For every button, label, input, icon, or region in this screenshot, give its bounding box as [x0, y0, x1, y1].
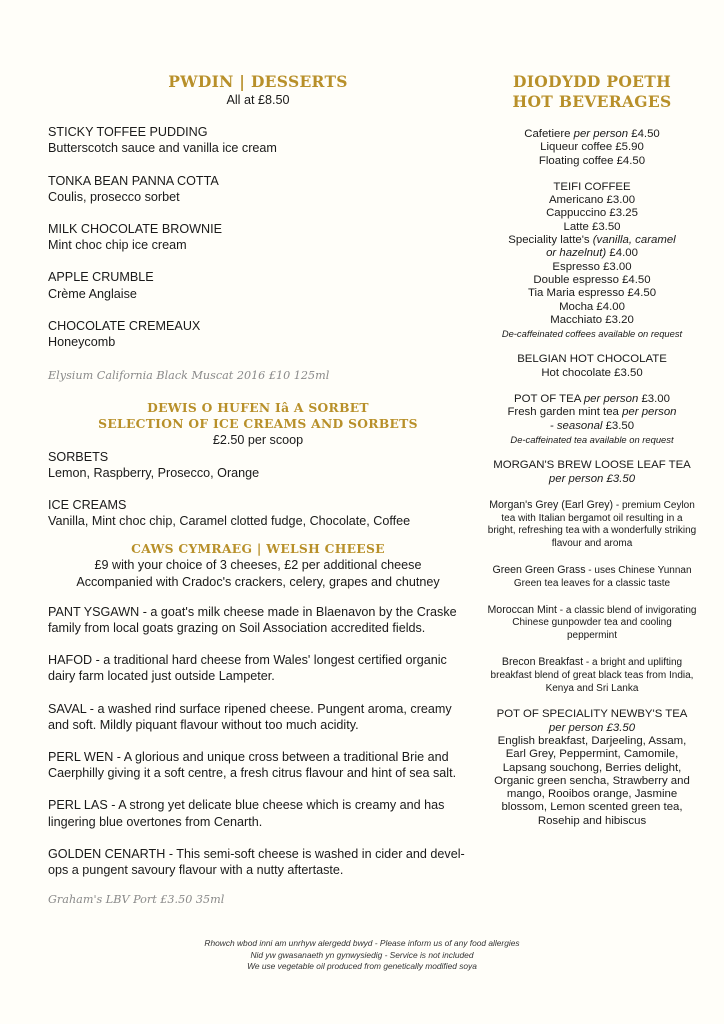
cheese-desc: - a goat's milk cheese made in Blaenavon by the Craske: [139, 604, 457, 619]
cheese-desc: - A strong yet delicate blue cheese which is creamy and has: [107, 798, 445, 813]
cheese-item: [48, 652, 468, 684]
cheese-desc: dairy farm located just outside Lampeter.: [48, 669, 275, 684]
dessert-name: CHOCOLATE CREMEAUX: [48, 318, 201, 333]
dessert-desc: Coulis, prosecco sorbet: [48, 189, 180, 204]
liqueur-coffee: Liqueur coffee £5.90: [540, 141, 644, 154]
dessert-desc: Butterscotch sauce and vanilla ice cream: [48, 141, 277, 156]
newby-block: [487, 708, 697, 828]
dessert-desc: Crème Anglaise: [48, 286, 137, 301]
dessert-desc: Honeycomb: [48, 335, 116, 350]
cheese-desc: Caerphilly giving it a soft centre, a fresh citrus flavour and hint of sea salt.: [48, 766, 457, 781]
soya-note: We use vegetable oil produced from genetically modified soya: [247, 961, 477, 971]
newby-list: English breakfast, Darjeeling, Assam, Earl Grey, Peppermint, Camomile, Lapsang souchong, Berries delight, Organic green sencha, Strawberry and mango, Rooibos orange, Jasmine blossom, Lemon scented green tea, Rosehip and hibiscus: [494, 734, 690, 827]
newby-price: per person £3.50: [548, 721, 636, 734]
cheese-desc: lingering blue overtones from Cenarth.: [48, 814, 263, 829]
cafetiere-price: £4.50: [628, 128, 660, 140]
chocolate-title: BELGIAN HOT CHOCOLATE: [517, 353, 667, 366]
dessert-name: TONKA BEAN PANNA COTTA: [48, 173, 219, 188]
macchiato: Macchiato £3.20: [550, 313, 634, 326]
dessert-name: APPLE CRUMBLE: [48, 270, 154, 285]
cheese-desc: family from local goats grazing on Soil Association accredited fields.: [48, 621, 426, 636]
beverages-heading-english: HOT BEVERAGES: [512, 92, 672, 111]
icecreams-title: ICE CREAMS: [48, 498, 127, 513]
cheese-name: HAFOD: [48, 653, 93, 668]
desserts-column: [48, 72, 468, 909]
cheese-desc: - a traditional hard cheese from Wales' longest certified organic: [92, 653, 447, 668]
cheese-desc: ops a pungent savoury flavour with a nutty aftertaste.: [48, 863, 344, 878]
cheese-name: PERL LAS: [48, 798, 108, 813]
tea-block: POT OF TEA per person £3.00 Fresh garden mint tea per person - seasonal £3.50 De-caffeinated tea available on request: [487, 393, 697, 446]
teifi-title: TEIFI COFFEE: [553, 180, 631, 193]
tea-item: Moroccan Mint - a classic blend of invigorating Chinese gunpowder tea and cooling peppermint: [487, 603, 697, 642]
double-espresso: Double espresso £4.50: [533, 273, 651, 286]
mint-tea: Fresh garden mint tea: [507, 406, 623, 419]
tea-item: Green Green Grass - uses Chinese Yunnan Green tea leaves for a classic taste: [492, 564, 692, 589]
floating-coffee: Floating coffee £4.50: [538, 154, 646, 167]
desserts-heading: PWDIN | DESSERTS: [168, 72, 348, 91]
cheese-desc: - A glorious and unique cross between a traditional Brie and: [113, 750, 449, 765]
dessert-wine: Elysium California Black Muscat 2016 £10 125ml: [48, 369, 330, 383]
cheese-item: [48, 701, 468, 733]
morgan-block: [487, 459, 697, 486]
cheese-accompaniment: Accompanied with Cradoc's crackers, celery, grapes and chutney: [76, 574, 440, 589]
decaf-coffee-note: De-caffeinated coffees available on request: [501, 328, 683, 340]
newby-title: POT OF SPECIALITY NEWBY'S TEA: [496, 708, 688, 721]
dessert-name: STICKY TOFFEE PUDDING: [48, 125, 208, 140]
pot-of-tea: POT OF TEA: [514, 393, 584, 406]
cappuccino: Cappuccino £3.25: [546, 207, 638, 220]
beverages-heading-welsh: DIODYDD POETH: [512, 72, 672, 91]
beverages-column: [487, 72, 697, 828]
teifi-block: [487, 181, 697, 341]
americano: Americano £3.00: [548, 194, 636, 207]
cheese-name: SAVAL: [48, 701, 87, 716]
mocha: Mocha £4.00: [559, 300, 625, 313]
chocolate-block: [487, 353, 697, 380]
cafetiere-label: Cafetiere: [524, 128, 574, 140]
allergy-note: Rhowch wbod inni am unrhyw alergedd bwyd - Please inform us of any food allergies: [204, 938, 520, 948]
dessert-item: [48, 173, 468, 205]
cheese-name: PANT YSGAWN: [48, 604, 140, 619]
coffee-block: [487, 128, 697, 168]
ice-heading-english: SELECTION OF ICE CREAMS AND SORBETS: [98, 416, 418, 432]
dessert-item: [48, 221, 468, 253]
chocolate-price: Hot chocolate £3.50: [541, 366, 643, 379]
cheese-item: [48, 749, 468, 781]
sorbets-title: SORBETS: [48, 449, 109, 464]
cheese-desc: and soft. Mildly piquant flavour without too much acidity.: [48, 717, 359, 732]
dessert-name: MILK CHOCOLATE BROWNIE: [48, 222, 222, 237]
ice-price: £2.50 per scoop: [212, 433, 304, 448]
dessert-item: [48, 318, 468, 350]
decaf-tea-note: De-caffeinated tea available on request: [510, 433, 674, 445]
dessert-item: [48, 269, 468, 301]
tea-item: Brecon Breakfast - a bright and uplifting breakfast blend of great black teas from India, Kenya and Sri Lanka: [490, 656, 694, 694]
icecreams-list: Vanilla, Mint choc chip, Caramel clotted fudge, Chocolate, Coffee: [48, 514, 411, 529]
espresso: Espresso £3.00: [552, 260, 632, 273]
cheese-desc: - a washed rind surface ripened cheese. Pungent aroma, creamy: [86, 701, 452, 716]
cheese-item: [48, 846, 468, 878]
footer-notes: [0, 938, 724, 973]
cafetiere-per-person: per person: [573, 128, 629, 140]
ice-heading-welsh: DEWIS O HUFEN Iâ A SORBET: [147, 400, 369, 416]
cheese-desc: - This semi-soft cheese is washed in cider and devel-: [165, 846, 465, 861]
morgan-title: MORGAN'S BREW LOOSE LEAF TEA: [493, 459, 691, 472]
tea-item: Morgan's Grey (Earl Grey) - premium Ceylon tea with Italian bergamot oil resulting in a bright, refreshing tea with a wonderfully striking flavour and aroma: [487, 498, 697, 550]
speciality-latte-cont: or hazelnut) £4.00: [546, 247, 638, 260]
service-note: Nid yw gwasanaeth yn gynwysiedig - Service is not included: [250, 949, 474, 960]
cheese-name: PERL WEN: [48, 750, 114, 765]
desserts-price-note: All at £8.50: [226, 93, 290, 107]
dessert-item: [48, 124, 468, 156]
port-note: Graham's LBV Port £3.50 35ml: [48, 893, 225, 907]
cheese-item: [48, 797, 468, 829]
sorbets-list: Lemon, Raspberry, Prosecco, Orange: [48, 465, 260, 480]
latte: Latte £3.50: [563, 220, 621, 233]
morgan-price: per person £3.50: [548, 472, 636, 485]
cheese-price-line: £9 with your choice of 3 cheeses, £2 per additional cheese: [94, 558, 422, 573]
speciality-latte: Speciality latte's (vanilla, caramel: [508, 234, 676, 247]
cheese-item: [48, 604, 468, 636]
tia-maria-espresso: Tia Maria espresso £4.50: [527, 287, 657, 300]
cheese-name: GOLDEN CENARTH: [48, 846, 166, 861]
cheese-heading: CAWS CYMRAEG | WELSH CHEESE: [131, 541, 385, 557]
dessert-desc: Mint choc chip ice cream: [48, 238, 187, 253]
